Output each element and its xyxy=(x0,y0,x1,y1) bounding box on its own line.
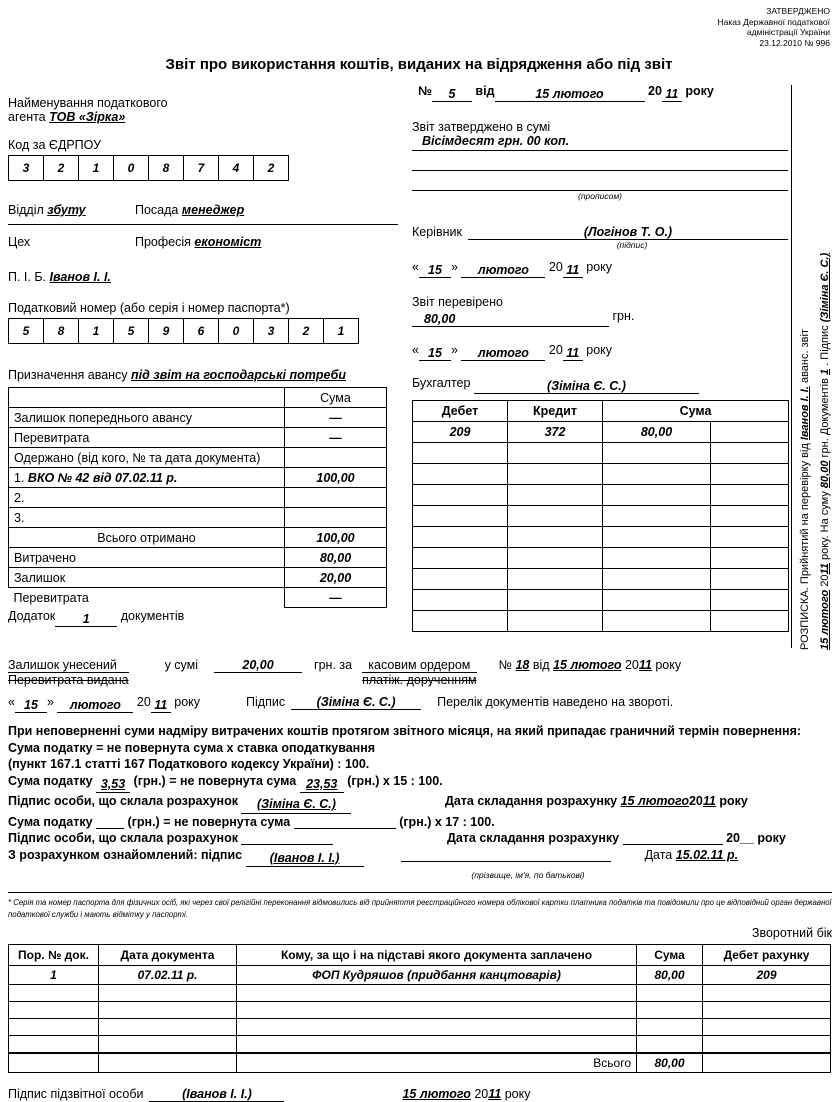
edrpou-digit: 4 xyxy=(218,155,254,181)
tax-number-label: Податковий номер (або серія і номер паспорта*) xyxy=(8,301,290,315)
table-row: Одержано (від кого, № та дата документа) xyxy=(9,448,387,468)
edrpou-digit: 3 xyxy=(8,155,44,181)
accounting-entries-table xyxy=(412,400,789,632)
receipt-divider-line xyxy=(791,85,792,648)
credit-header: Кредит xyxy=(508,401,603,422)
edrpou-digit: 0 xyxy=(113,155,149,181)
returned-amount: 20,00 xyxy=(242,658,274,672)
table-row xyxy=(413,443,789,464)
table-row xyxy=(413,569,789,590)
approval-date-row: « 15 » лютого 20 11 року xyxy=(412,260,613,277)
edrpou-digit: 2 xyxy=(43,155,79,181)
left-column xyxy=(8,96,398,627)
profession-label: Професія xyxy=(135,235,191,249)
agent-name-value: ТОВ «Зірка» xyxy=(49,110,126,124)
approved-stamp xyxy=(717,6,830,49)
table-row: Залишок попереднього авансу — xyxy=(9,408,387,428)
advance-purpose-value: під звіт на господарські потреби xyxy=(131,368,347,382)
documents-on-reverse-note: Перелік документів наведено на звороті. xyxy=(437,695,674,709)
agent-label-line1: Найменування податкового xyxy=(8,96,168,110)
table-total-row xyxy=(9,1053,831,1073)
passport-footnote: * Серія та номер паспорта для фізичних осіб, які через свої релігійні переконання відмовились від прийняття реєстраційного номера облікової картки платника податків та повідомили про це відповідний орган державної податкової служби і мають відмітку у паспорті. xyxy=(8,897,832,919)
balance-option-kept: Залишок унесений xyxy=(8,658,129,673)
table-row: Перевитрата — xyxy=(9,428,387,448)
receipt-line-1: РОЗПИСКА. Прийнятий на перевірку від Іванов І. І. аванс. звіт xyxy=(799,329,811,650)
tax-digit: 1 xyxy=(78,318,114,344)
report-number-value: 5 xyxy=(448,87,456,101)
balance-returned-row: Залишок унесений Перевитрата видана у сумі 20,00 грн. за касовим ордером платіж. дорученням № 18 від 15 лютого 2011 року xyxy=(8,658,682,687)
table-row xyxy=(9,1001,831,1018)
profession-value: економіст xyxy=(194,235,262,249)
expense-documents-table xyxy=(8,944,831,1073)
surname-note: (прізвище, ім'я, по батькові) xyxy=(471,870,585,880)
edrpou-code-boxes xyxy=(8,155,398,181)
total-sum: 80,00 xyxy=(637,1053,703,1073)
debit-header: Дебет xyxy=(413,401,508,422)
edrpou-digit: 1 xyxy=(78,155,114,181)
tax-digit: 1 xyxy=(323,318,359,344)
bottom-date: « 15 » лютого 20 11 року xyxy=(8,695,201,712)
tax-digit: 3 xyxy=(253,318,289,344)
table-row: 1 07.02.11 р. ФОП Кудряшов (придбання канцтоварів) 80,00 209 xyxy=(9,965,831,984)
approved-line: Наказ Державної податкової xyxy=(717,16,830,27)
table-row xyxy=(9,1018,831,1035)
approved-line: адміністрації України xyxy=(746,27,830,38)
table-row xyxy=(413,464,789,485)
order-number-part: № 18 від 15 лютого 2011 року xyxy=(498,658,682,672)
table-row: 3. xyxy=(9,508,387,528)
edrpou-digit: 8 xyxy=(148,155,184,181)
table-row xyxy=(9,984,831,1001)
full-name-label: П. І. Б. xyxy=(8,270,47,284)
table-header-row xyxy=(413,401,789,422)
reverse-side-label: Зворотний бік xyxy=(751,925,832,940)
tax-digit: 0 xyxy=(218,318,254,344)
tax-digit: 6 xyxy=(183,318,219,344)
department-label: Відділ xyxy=(8,203,44,217)
receipt-line-2: 15 лютого 2011 року. На суму 80,00 грн. Документів 1 . Підпис (Зіміна Є. С.) xyxy=(819,252,831,650)
full-name-value: Іванов І. І. xyxy=(49,270,111,284)
verified-amount: 80,00 xyxy=(424,312,456,326)
table-row: Витрачено 80,00 xyxy=(9,548,387,568)
footer-signature-row xyxy=(8,1087,832,1102)
accountant-label: Бухгалтер xyxy=(412,376,471,390)
propysom-note: (прописом) xyxy=(577,191,622,201)
tax-digit: 8 xyxy=(43,318,79,344)
accountant-signature-value: (Зіміна Є. С.) xyxy=(546,379,626,393)
footer-date: 15 лютого 2011 року xyxy=(402,1086,531,1101)
total-label: Всього xyxy=(237,1053,637,1073)
sum-header: Сума xyxy=(603,401,789,422)
table-row: 209 372 80,00 xyxy=(413,422,789,443)
blank-line xyxy=(412,171,788,191)
agent-name-block xyxy=(8,96,398,124)
page-title: Звіт про використання коштів, виданих на відрядження або під звіт xyxy=(165,56,673,73)
advance-summary-table xyxy=(8,387,387,608)
advance-purpose-row xyxy=(8,368,398,382)
bottom-signature-value: (Зіміна Є. С.) xyxy=(316,695,396,709)
payment-method-struck: платіж. дорученням xyxy=(362,673,477,687)
bottom-section xyxy=(8,658,832,1102)
advance-purpose-label: Призначення авансу xyxy=(8,368,128,382)
right-column xyxy=(412,84,788,632)
director-signature-row xyxy=(412,225,788,240)
position-label: Посада xyxy=(135,203,179,217)
verified-label: Звіт перевірено xyxy=(412,295,503,309)
accountant-signature-row xyxy=(412,376,788,394)
table-row xyxy=(9,1035,831,1053)
table-row: 1. ВКО № 42 від 07.02.11 р. 100,00 xyxy=(9,468,387,488)
tax-digit: 9 xyxy=(148,318,184,344)
table-row xyxy=(9,388,387,408)
tax-digit: 2 xyxy=(288,318,324,344)
agent-label-line2: агента ТОВ «Зірка» xyxy=(8,110,126,124)
table-row xyxy=(413,590,789,611)
table-row: 2. xyxy=(9,488,387,508)
report-number-row: № 5 від 15 лютого 20 11 року xyxy=(418,84,714,101)
table-header-row: Пор. № док. Дата документа Кому, за що і на підставі якого документа заплачено Сума Дебет рахунку xyxy=(9,944,831,965)
director-label: Керівник xyxy=(412,225,462,239)
blank-line xyxy=(412,151,788,171)
footer-signature-value: (Іванов І. І.) xyxy=(182,1086,252,1101)
overspend-option-struck: Перевитрата видана xyxy=(8,673,129,687)
addendum-row: Додаток 1 документів xyxy=(8,609,185,626)
position-value: менеджер xyxy=(181,203,245,217)
table-row xyxy=(413,485,789,506)
footer-signature-label: Підпис підзвітної особи xyxy=(8,1086,144,1101)
report-year-value: 11 xyxy=(665,87,679,101)
report-date-value: 15 лютого xyxy=(535,87,604,101)
tax-calculation-section: При неповерненні суми надміру витрачених коштів протягом звітного місяця, на який припадає граничний термін повернення: Сума податку = не повернута сума х ставка оподаткування (пункт 167.1 статті 167 Податкового кодексу України) : 100. Сума податку 3,53 (грн.) = не повернута сума 23,53 (грн.) х 15 : 100. Підпис особи, що склала розрахунок (Зіміна Є. С.) Дата складання розрахунку 15 лютого2011 року Сума податку (грн.) = не повернута сума (грн.) х 17 : 100. Підпис особи, що склала розрахунок Дата складання розрахунку 20__ року З розрахунком ознайомлений: підпис (Іванов І. І.) Дата 15.02.11 р. (прізвище, ім'я, по батькові) xyxy=(8,723,832,884)
shop-row xyxy=(8,235,398,249)
tax-digit: 5 xyxy=(8,318,44,344)
amount-in-words: Вісімдесят грн. 00 коп. xyxy=(412,134,788,151)
section-divider xyxy=(8,892,832,893)
table-row xyxy=(413,506,789,527)
signature-note: (підпис) xyxy=(616,240,648,250)
table-row: Перевитрата — xyxy=(9,588,387,608)
table-row: Всього отримано 100,00 xyxy=(9,528,387,548)
tax-digit: 5 xyxy=(113,318,149,344)
table-row xyxy=(413,611,789,632)
sum-header: Сума xyxy=(285,388,387,408)
department-value: збуту xyxy=(47,203,86,217)
table-row: Залишок 20,00 xyxy=(9,568,387,588)
edrpou-digit: 2 xyxy=(253,155,289,181)
shop-label: Цех xyxy=(8,235,31,249)
director-signature-value: (Логінов Т. О.) xyxy=(468,225,788,240)
approved-line: ЗАТВЕРДЖЕНО xyxy=(766,6,830,16)
receipt-vertical-text xyxy=(795,88,835,650)
table-row xyxy=(413,527,789,548)
bottom-date-signature-row: « 15 » лютого 20 11 року Підпис (Зіміна Є. С.) Перелік документів наведено на звороті. xyxy=(8,695,674,712)
full-name-row xyxy=(8,270,398,284)
department-row xyxy=(8,203,398,225)
addendum-count: 1 xyxy=(82,612,90,626)
edrpou-label: Код за ЄДРПОУ xyxy=(8,138,102,152)
verified-date-row: « 15 » лютого 20 11 року xyxy=(412,343,613,360)
verified-amount-row: 80,00 грн. xyxy=(412,309,788,327)
edrpou-digit: 7 xyxy=(183,155,219,181)
payment-method-cash-order: касовим ордером xyxy=(362,658,477,673)
approved-line: 23.12.2010 № 996 xyxy=(759,37,830,48)
approved-sum-label: Звіт затверджено в сумі xyxy=(412,120,551,134)
tax-number-boxes xyxy=(8,318,398,344)
table-row xyxy=(413,548,789,569)
